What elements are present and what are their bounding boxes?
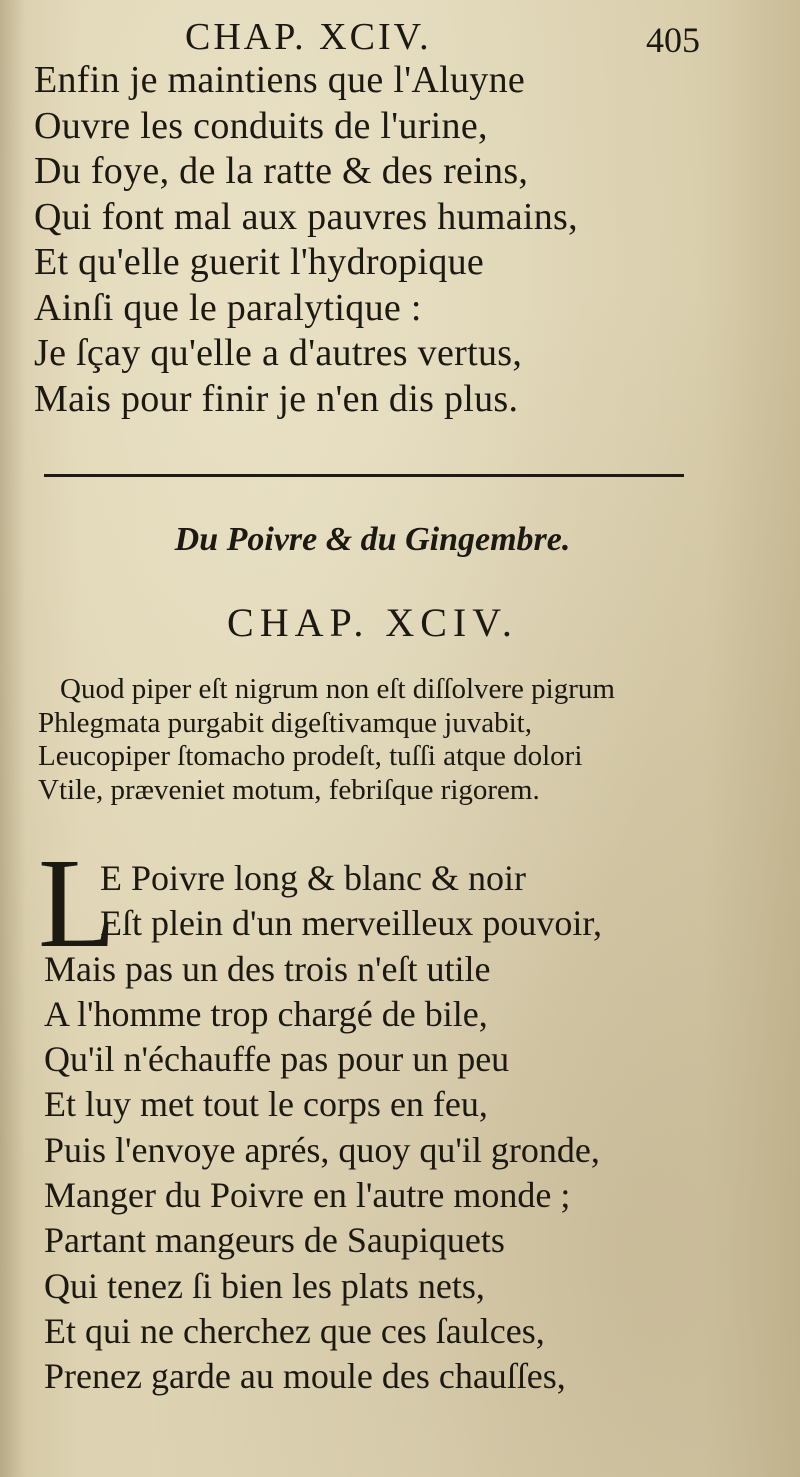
chapter-heading: CHAP. XCIV.: [227, 600, 518, 645]
verse-line: Manger du Poivre en l'autre monde ;: [44, 1175, 571, 1216]
verse-line: Qui font mal aux pauvres humains,: [34, 195, 578, 238]
epigraph-line: Quod piper eſt nigrum non eſt diſſolvere pigrum: [60, 673, 615, 705]
drop-cap: L: [38, 832, 117, 974]
verse-line: Mais pour finir je n'en dis plus.: [34, 377, 519, 420]
epigraph-line: Phlegmata purgabit digeſtivamque juvabit,: [38, 706, 532, 739]
page-number: 405: [646, 20, 700, 60]
gutter-shadow: [0, 0, 26, 1477]
verse-line: Qui tenez ſi bien les plats nets,: [44, 1265, 485, 1306]
verse-line: Prenez garde au moule des chauſſes,: [44, 1356, 566, 1397]
verse-line: Puis l'envoye aprés, quoy qu'il gronde,: [44, 1129, 600, 1170]
section-title: Du Poivre & du Gingembre.: [174, 521, 571, 558]
epigraph-line: Leucopiper ſtomacho prodeſt, tuſſi atque dolori: [38, 740, 583, 772]
verse-line: Et qu'elle guerit l'hydropique: [34, 241, 485, 283]
verse-line: Ouvre les conduits de l'urine,: [34, 104, 488, 147]
body-verse: [44, 856, 602, 1400]
epigraph-line: Vtile, præveniet motum, febriſque rigorem.: [38, 773, 540, 806]
latin-epigraph: [38, 673, 615, 807]
verse-line: A l'homme trop chargé de bile,: [44, 993, 488, 1034]
running-head: CHAP. XCIV.: [185, 16, 432, 58]
verse-line: Partant mangeurs de Saupiquets: [44, 1220, 505, 1261]
verse-line: Et luy met tout le corps en feu,: [44, 1084, 488, 1125]
verse-line: E Poivre long & blanc & noir: [100, 858, 526, 898]
verse-line: Je ſçay qu'elle a d'autres vertus,: [34, 332, 523, 374]
verse-line: Eſt plein d'un merveilleux pouvoir,: [100, 903, 602, 944]
verse-line: Du foye, de la ratte & des reins,: [34, 150, 529, 192]
verse-line: Enfin je maintiens que l'Aluyne: [34, 59, 526, 101]
verse-line: Mais pas un des trois n'eſt utile: [44, 948, 491, 989]
verse-line: Ainſi que le paralytique :: [34, 286, 422, 329]
top-verse: [34, 58, 578, 422]
section-divider: [44, 474, 684, 477]
verse-line: Et qui ne cherchez que ces ſaulces,: [44, 1310, 545, 1351]
verse-line: Qu'il n'échauffe pas pour un peu: [44, 1039, 510, 1080]
